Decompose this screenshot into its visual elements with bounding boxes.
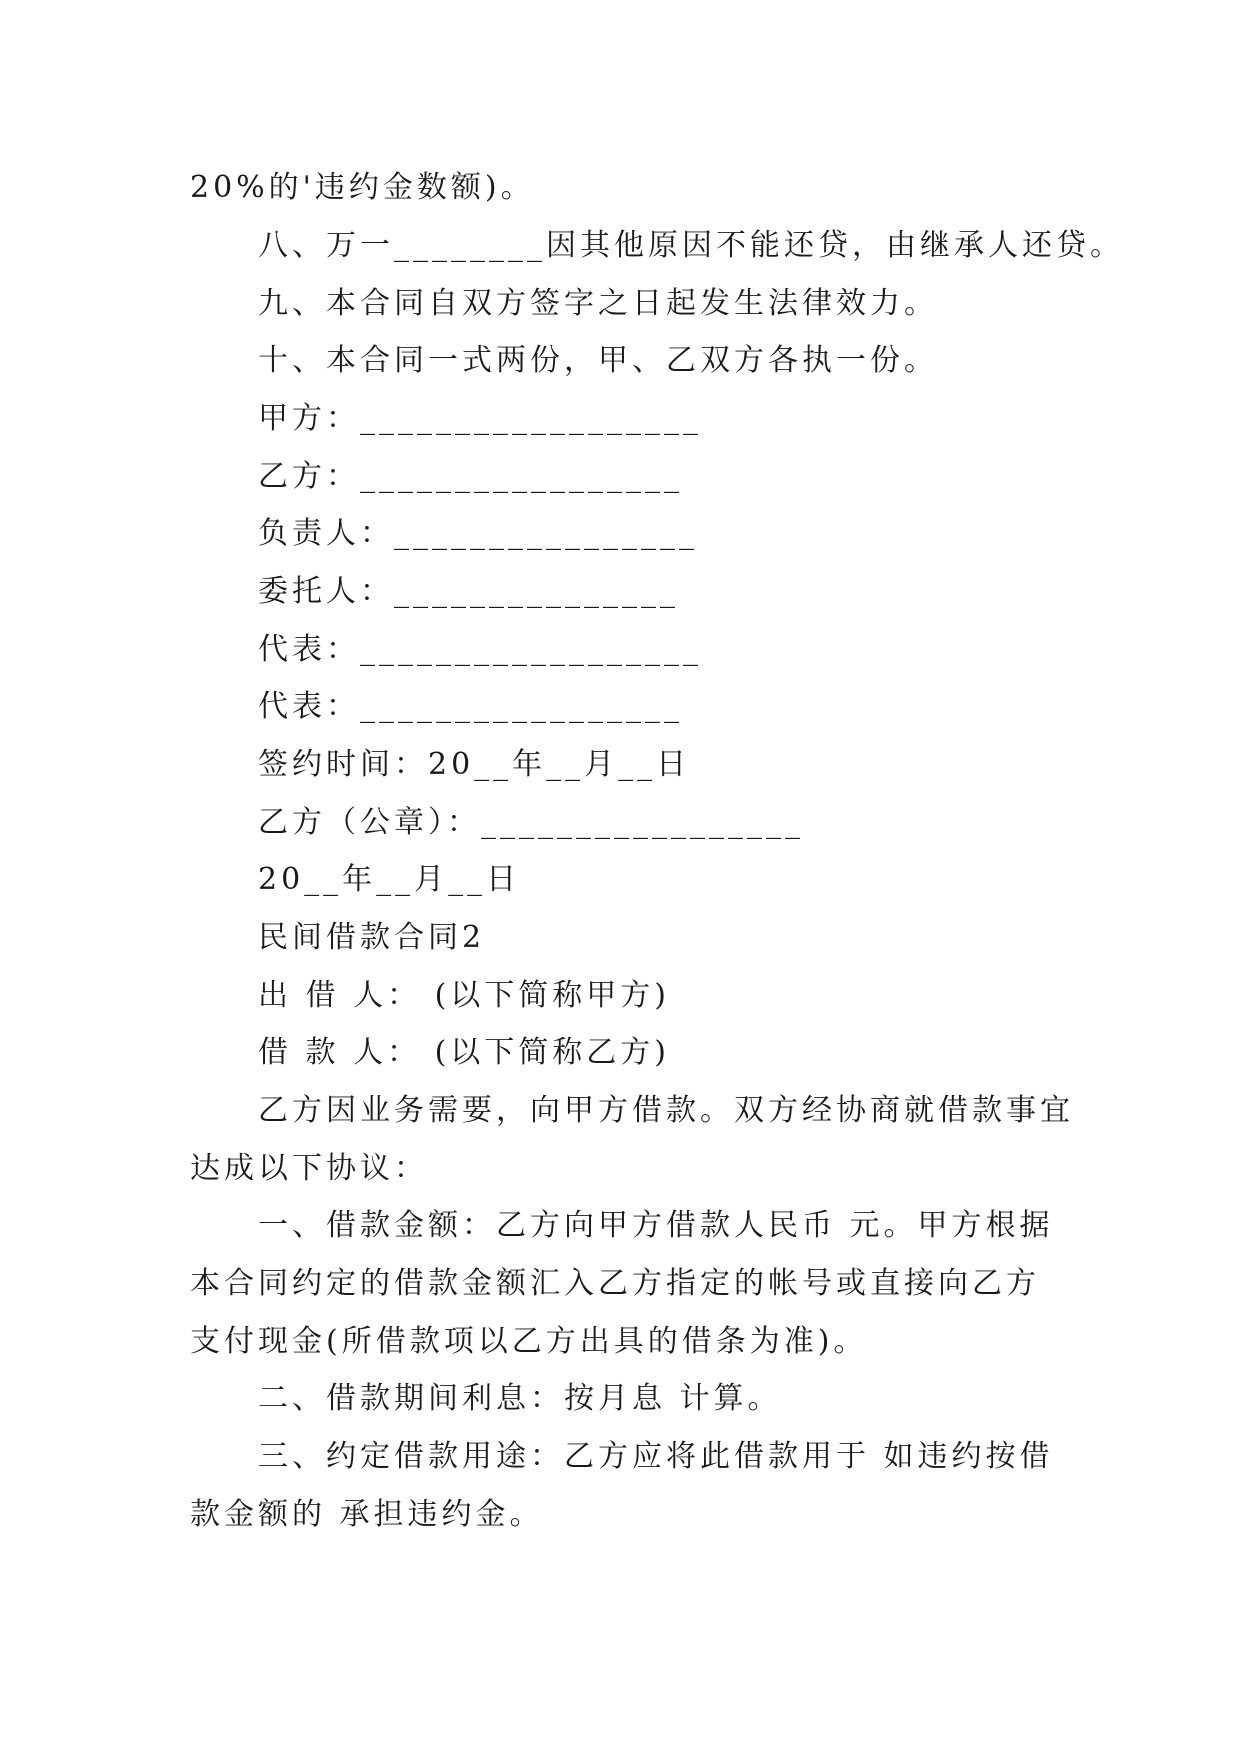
text-line: 一、借款金额：乙方向甲方借款人民币 元。甲方根据 xyxy=(258,1208,1054,1243)
text-line: 负责人：________________ xyxy=(258,516,698,551)
text-line: 本合同约定的借款金额汇入乙方指定的帐号或直接向乙方 xyxy=(190,1266,1040,1301)
text-line: 支付现金(所借款项以乙方出具的借条为准)。 xyxy=(190,1324,868,1359)
text-line: 20%的'违约金数额)。 xyxy=(190,170,535,205)
text-line: 九、本合同自双方签字之日起发生法律效力。 xyxy=(258,286,938,321)
text-line: 十、本合同一式两份，甲、乙双方各执一份。 xyxy=(258,343,938,378)
text-line: 乙方：_________________ xyxy=(258,459,683,494)
text-line: 二、借款期间利息：按月息 计算。 xyxy=(258,1381,782,1416)
text-line: 代表：_________________ xyxy=(258,689,683,724)
text-line: 出 借 人： (以下简称甲方) xyxy=(258,978,671,1013)
text-line: 八、万一________因其他原因不能还贷，由继承人还贷。 xyxy=(258,228,1124,263)
text-line: 20__年__月__日 xyxy=(258,862,521,897)
text-line: 甲方：__________________ xyxy=(258,401,702,436)
text-line: 乙方（公章）：_________________ xyxy=(258,805,804,840)
text-line: 款金额的 承担违约金。 xyxy=(190,1497,544,1532)
text-line: 民间借款合同2 xyxy=(258,920,486,955)
text-line: 签约时间：20__年__月__日 xyxy=(258,747,691,782)
text-line: 三、约定借款用途：乙方应将此借款用于 如违约按借 xyxy=(258,1439,1054,1474)
text-line: 借 款 人： (以下简称乙方) xyxy=(258,1035,671,1070)
text-line: 委托人：_______________ xyxy=(258,574,679,609)
text-line: 乙方因业务需要，向甲方借款。双方经协商就借款事宜 xyxy=(258,1093,1074,1128)
text-line: 达成以下协议： xyxy=(190,1151,428,1186)
text-line: 代表：__________________ xyxy=(258,632,702,667)
